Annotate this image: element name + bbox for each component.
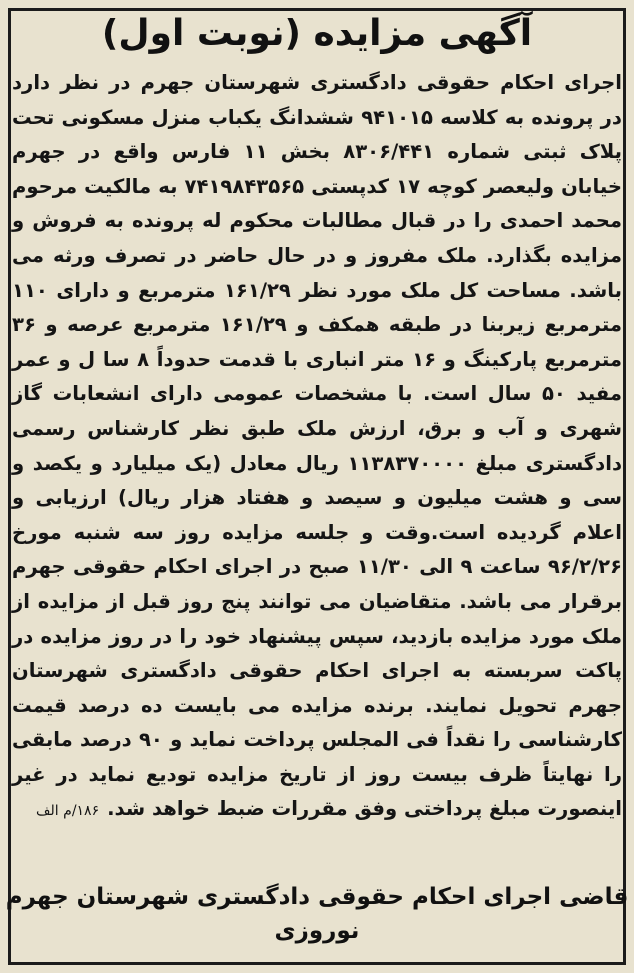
notice-body (12, 66, 622, 829)
signature-name: نوروزی (274, 918, 360, 944)
signature-title: قاضی اجرای احکام حقوقی دادگستری شهرستان جهرم (5, 884, 629, 910)
notice-text: اجرای احکام حقوقی دادگستری شهرستان جهرم در نظر دارد در پرونده به کلاسه ۹۴۱۰۱۵ ششدانگ یکباب منزل مسکونی تحت پلاک ثبتی شماره ۸۳۰۶/۴۴۱ بخش ۱۱ فارس واقع در جهرم خیابان ولیعصر کوچه ۱۷ کدپستی ۷۴۱۹۸۴۳۵۶۵ به مالکیت مرحوم محمد احمدی را در قبال مطالبات محکوم له پرونده به فروش و مزایده بگذارد. ملک مفروز و در حال حاضر در تصرف ورثه می باشد. مساحت کل ملک مورد نظر ۱۶۱/۲۹ مترمربع و دارای ۱۱۰ مترمربع زیربنا در طبقه همکف و ۱۶۱/۲۹ مترمربع عرصه و ۳۶ مترمربع پارکینگ و ۱۶ متر انباری با قدمت حدوداً ۸ سا ل و عمر مفید ۵۰ سال است. با مشخصات عمومی دارای انشعابات گاز شهری و آب و برق، ارزش ملک طبق نظر کارشناس رسمی دادگستری مبلغ ۱۱۳۸۳۷۰۰۰۰ ریال معادل (یک میلیارد و یکصد و سی و هشت میلیون و سیصد و هفتاد هزار ریال) ارزیابی و اعلام گردیده است.وقت و جلسه مزایده روز سه شنبه مورخ ۹۶/۲/۲۶ ساعت ۹ الی ۱۱/۳۰ صبح در اجرای احکام حقوقی جهرم برقرار می باشد. متقاضیان می توانند پنج روز قبل از مزایده از ملک مورد مزایده بازدید، سپس پیشنهاد خود را در روز مزایده در پاکت سربسته به اجرای احکام حقوقی دادگستری شهرستان جهرم تحویل نمایند. برنده مزایده می بایست ده درصد قیمت کارشناسی را نقداً فی المجلس پرداخت نماید و ۹۰ درصد مابقی را نهایتاً ظرف بیست روز از تاریخ مزایده تودیع نماید در غیر اینصورت مبلغ پرداختی وفق مقررات ضبط خواهد شد. (12, 71, 623, 821)
notice-title: آگهی مزایده (نوبت اول) (101, 13, 533, 54)
reference-number: ۱۸۶/م الف (36, 803, 100, 820)
signature-block (0, 880, 634, 948)
